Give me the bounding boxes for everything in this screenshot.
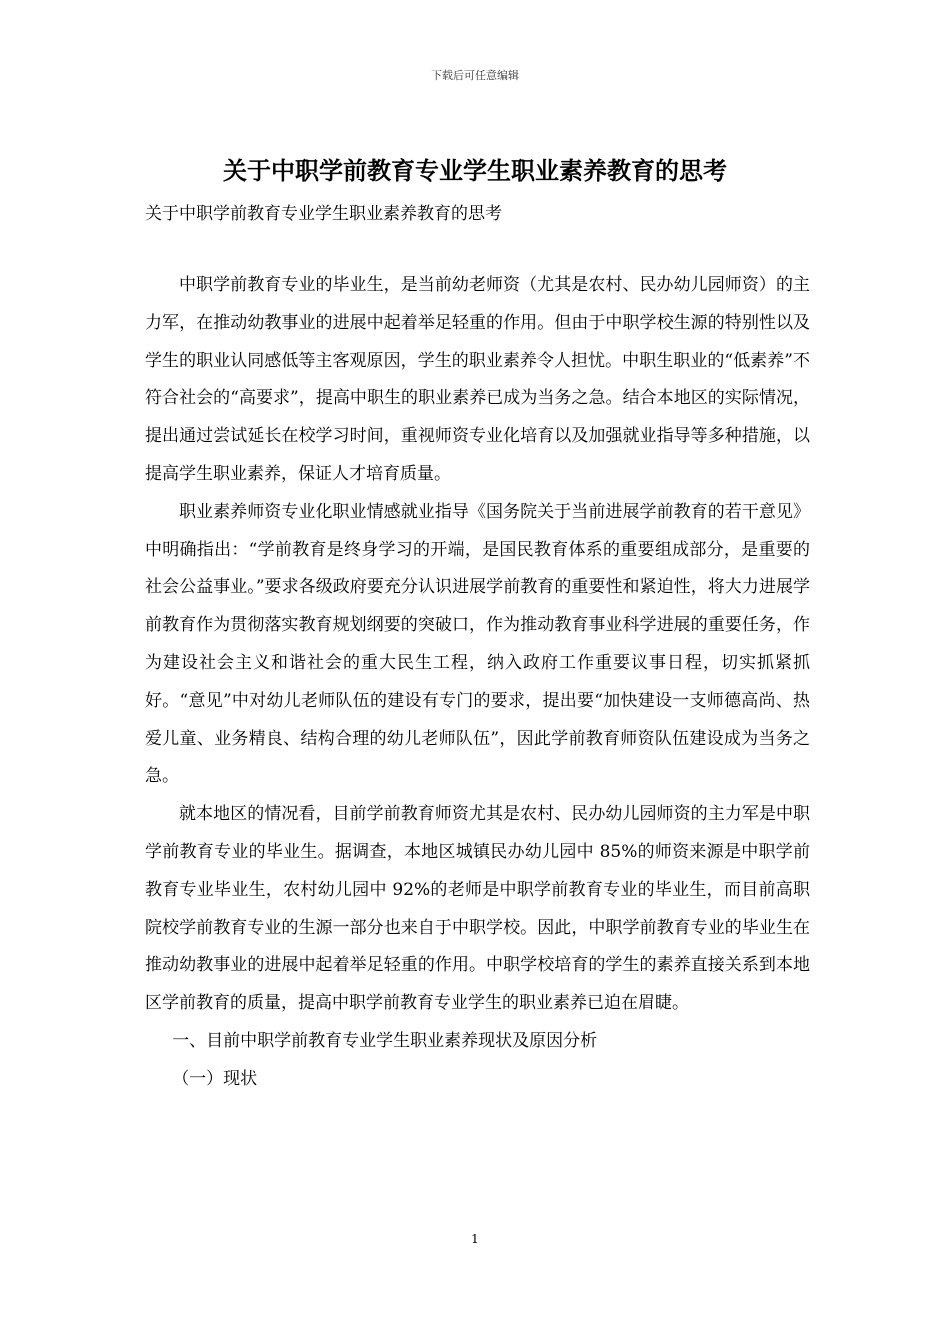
page-number: 1	[471, 1232, 479, 1246]
document-subtitle: 关于中职学前教育专业学生职业素养教育的思考	[145, 204, 502, 224]
paragraph-2: 职业素养师资专业化职业情感就业指导《国务院关于当前进展学前教育的若干意见》中明确指出：“学前教育是终身学习的开端，是国民教育体系的重要组成部分，是重要的社会公益事业。”要求各级政府要充分认识进展学前教育的重要性和紧迫性，将大力进展学前教育作为贯彻落实教育规划纲要的突破口，作为推动教育事业科学进展的重要任务，作为建设社会主义和谐社会的重大民生工程，纳入政府工作重要议事日程，切实抓紧抓好。“意见”中对幼儿老师队伍的建设有专门的要求，提出要“加快建设一支师德高尚、热爱儿童、业务精良、结构合理的幼儿老师队伍”，因此学前教育师资队伍建设成为当务之急。	[145, 501, 810, 787]
page-header: 下载后可任意编辑	[431, 69, 519, 82]
document-title: 关于中职学前教育专业学生职业素养教育的思考	[223, 157, 727, 185]
paragraph-1: 中职学前教育专业的毕业生，是当前幼老师资（尤其是农村、民办幼儿园师资）的主力军，在推动幼教事业的进展中起着举足轻重的作用。但由于中职学校生源的特别性以及学生的职业认同感低等主客观原因，学生的职业素养令人担忧。中职生职业的“低素养”不符合社会的“高要求”，提高中职生的职业素养已成为当务之急。结合本地区的实际情况，提出通过尝试延长在校学习时间，重视师资专业化培育以及加强就业指导等多种措施，以提高学生职业素养，保证人才培育质量。	[145, 275, 810, 484]
subsection-heading: （一）现状	[172, 1068, 258, 1089]
section-heading: 一、目前中职学前教育专业学生职业素养现状及原因分析	[172, 1030, 598, 1051]
document-body	[145, 267, 810, 1099]
paragraph-3: 就本地区的情况看，目前学前教育师资尤其是农村、民办幼儿园师资的主力军是中职学前教育专业的毕业生。据调查，本地区城镇民办幼儿园中 85%的师资来源是中职学前教育专业毕业生，农村幼儿园中 92%的老师是中职学前教育专业的毕业生，而目前高职院校学前教育专业的生源一部分也来自于中职学校。因此，中职学前教育专业的毕业生在推动幼教事业的进展中起着举足轻重的作用。中职学校培育的学生的素养直接关系到本地区学前教育的质量，提高中职学前教育专业学生的职业素养已迫在眉睫。	[145, 804, 810, 1014]
